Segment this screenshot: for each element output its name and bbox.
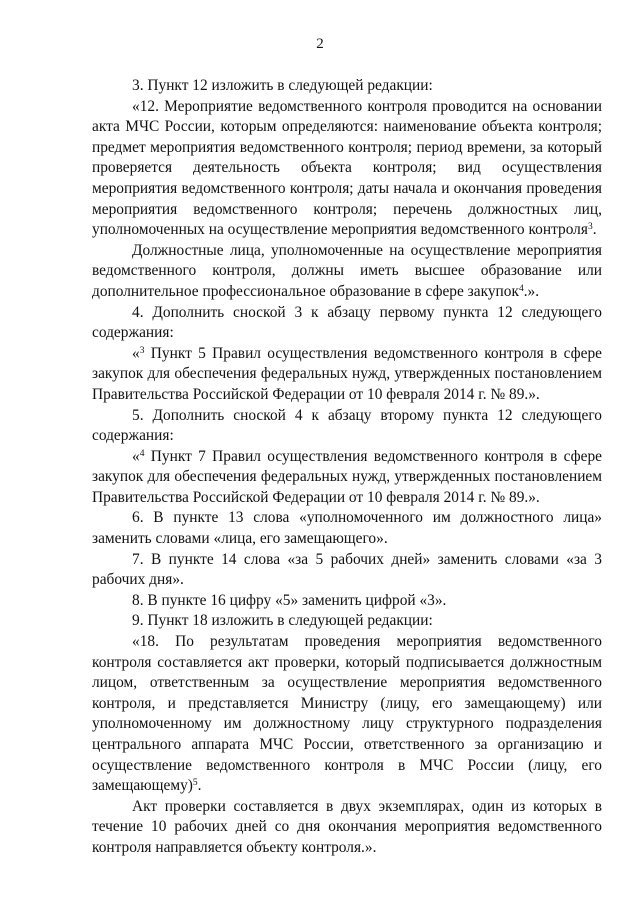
paragraph-text: Пункт 7 Правил осуществления ведомственного контроля в сфере закупок для обеспечения федеральных нужд, утвержденных постановлением Правительства Российской Федерации от 10 февраля 2014 г. № 89.».: [92, 447, 602, 506]
paragraph-act-copies: [92, 797, 602, 859]
paragraph-text: Должностные лица, уполномоченные на осуществление мероприятия ведомственного контроля, должны иметь высшее образование или дополнительное профессиональное образование в сфере закупок: [92, 241, 602, 300]
paragraph-text: 9. Пункт 18 изложить в следующей редакции:: [132, 612, 433, 630]
paragraph-item-6: [92, 508, 602, 549]
paragraph-text: 7. В пункте 14 слова «за 5 рабочих дней» заменить словами «за 3 рабочих дня».: [92, 550, 602, 589]
quote-open: «: [132, 344, 140, 362]
paragraph-text: Пункт 5 Правил осуществления ведомственного контроля в сфере закупок для обеспечения федеральных нужд, утвержденных постановлением Правительства Российской Федерации от 10 февраля 2014 г. № 89.».: [92, 344, 602, 403]
paragraph-item-4: [92, 303, 602, 344]
paragraph-text-end: .».: [523, 282, 540, 300]
paragraph-item-3: [92, 76, 602, 97]
paragraph-text: 4. Дополнить сноской 3 к абзацу первому пункта 12 следующего содержания:: [92, 303, 602, 342]
paragraph-text: 8. В пункте 16 цифру «5» заменить цифрой «3».: [132, 591, 447, 609]
paragraph-officials: [92, 241, 602, 303]
paragraph-item-8: [92, 591, 602, 612]
paragraph-item-18-quote: [92, 632, 602, 797]
paragraph-item-5: [92, 406, 602, 447]
paragraph-text: «12. Мероприятие ведомственного контроля проводится на основании акта МЧС России, которым определяются: наименование объекта контроля; предмет мероприятия ведомственного контроля; период времени, за который проверяется деятельность объекта контроля; вид осуществления мероприятия ведомственного контроля; даты начала и окончания проведения мероприятия ведомственного контроля; перечень должностных лиц, уполномоченных на осуществление мероприятия ведомственного контроля: [92, 97, 602, 239]
paragraph-text: 3. Пункт 12 изложить в следующей редакции:: [132, 77, 433, 94]
footnote-mark-4: 4: [139, 448, 145, 459]
paragraph-item-9: [92, 611, 602, 632]
paragraph-footnote-4: [92, 447, 602, 509]
paragraph-footnote-3: [92, 344, 602, 406]
footnote-ref-3: 3: [587, 222, 593, 233]
footnote-ref-5: 5: [192, 778, 198, 789]
paragraph-text-end: .: [197, 777, 202, 795]
paragraph-text: 5. Дополнить сноской 4 к абзацу второму пункта 12 следующего содержания:: [92, 406, 602, 445]
document-body: [92, 76, 602, 859]
page-number: 2: [316, 36, 324, 52]
paragraph-item-12-quote: [92, 97, 602, 241]
footnote-mark-3: 3: [139, 345, 145, 356]
paragraph-text-end: .: [592, 221, 597, 239]
paragraph-text: 6. В пункте 13 слова «уполномоченного им должностного лица» заменить словами «лица, его замещающего».: [92, 509, 602, 548]
quote-open: «: [132, 447, 140, 465]
footnote-ref-4: 4: [518, 283, 524, 294]
paragraph-text: Акт проверки составляется в двух экземплярах, один из которых в течение 10 рабочих дней со дня окончания мероприятия ведомственного контроля направляется объекту контроля.».: [92, 797, 602, 856]
paragraph-item-7: [92, 550, 602, 591]
paragraph-text: «18. По результатам проведения мероприятия ведомственного контроля составляется акт проверки, который подписывается должностным лицом, ответственным за осуществление мероприятия ведомственного контроля, и представляется Министру (лицу, его замещающему) или уполномоченному им должностному лицу структурного подразделения центрального аппарата МЧС России, ответственного за организацию и осуществление ведомственного контроля в МЧС России (лицу, его замещающему): [92, 633, 602, 795]
